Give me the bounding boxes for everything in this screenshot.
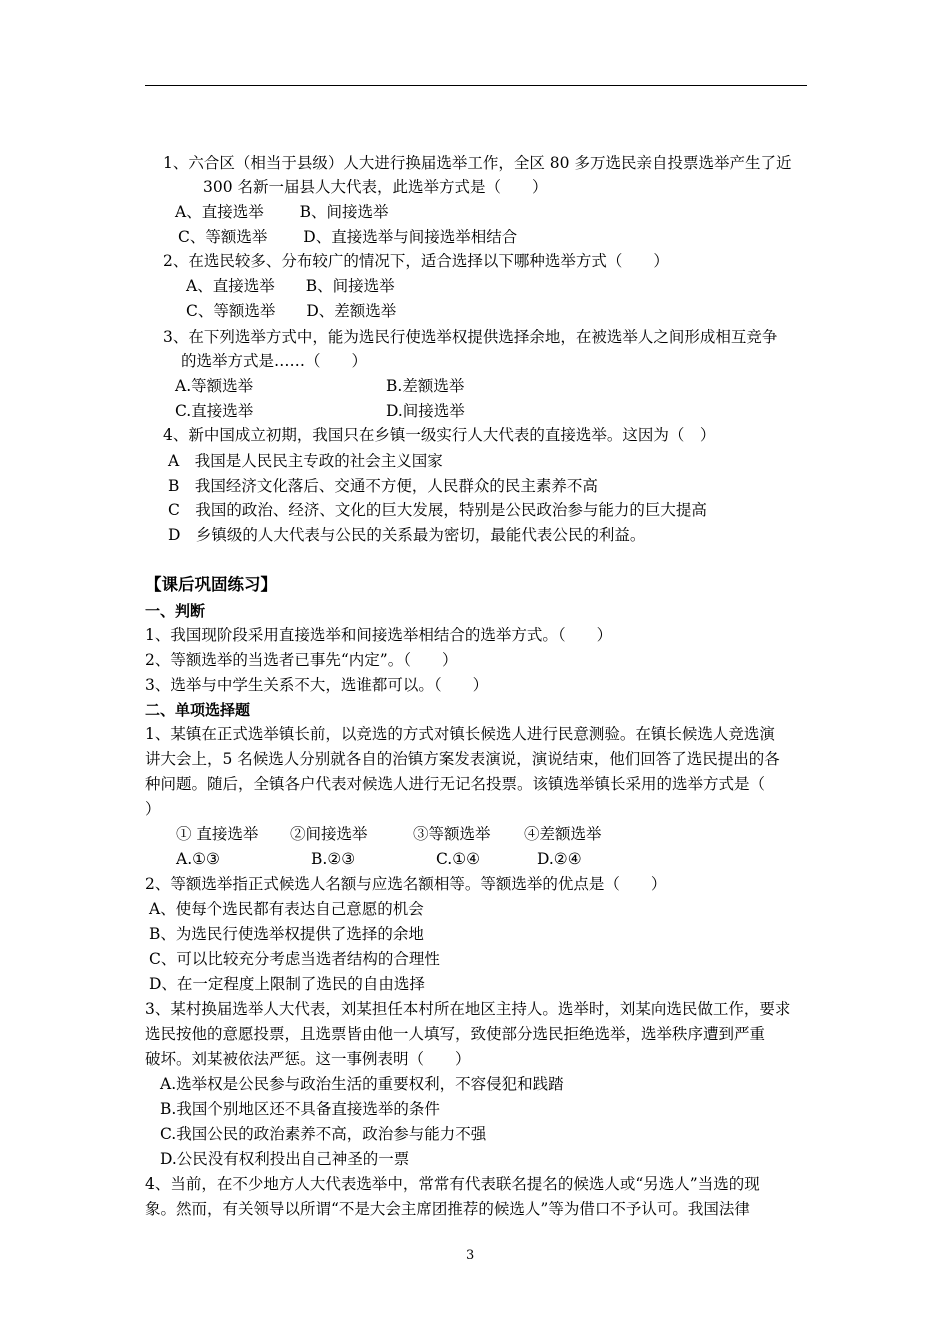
q1-options-ab: A、直接选举 B、间接选举 — [175, 203, 389, 221]
q4-line1: 4、新中国成立初期，我国只在乡镇一级实行人大代表的直接选举。这因为（ ） — [163, 426, 716, 444]
q3-option-c: C.直接选举 — [175, 402, 254, 420]
sc-q2-line1: 2、等额选举指正式候选人名额与应选名额相等。等额选举的优点是（ ） — [145, 875, 667, 893]
q1-options-cd: C、等额选举 D、直接选举与间接选举相结合 — [178, 228, 518, 246]
sc-q3-line2: 选民按他的意愿投票，且选票皆由他一人填写，致使部分选民拒绝选举，选举秩序遭到严重 — [145, 1025, 766, 1043]
practice-heading: 【课后巩固练习】 — [145, 575, 277, 594]
sc-q1-line2: 讲大会上，5 名候选人分别就各自的治镇方案发表演说，演说结束，他们回答了选民提出的各 — [145, 750, 780, 768]
sc-q3-option-c: C.我国公民的政治素养不高，政治参与能力不强 — [160, 1125, 487, 1143]
sc-q1-line4: ） — [145, 800, 161, 818]
q4-option-a: A 我国是人民民主专政的社会主义国家 — [168, 452, 443, 470]
sc-q1-item-2: ②间接选举 — [290, 825, 368, 843]
q2-options-cd: C、等额选举 D、差额选举 — [186, 302, 397, 320]
judge-item-2: 2、等额选举的当选者已事先“内定”。（ ） — [145, 651, 458, 669]
q3-option-a: A.等额选举 — [175, 377, 254, 395]
sc-q1-line3: 种问题。随后，全镇各户代表对候选人进行无记名投票。该镇选举镇长采用的选举方式是（ — [145, 775, 766, 793]
sc-q3-line1: 3、某村换届选举人大代表，刘某担任本村所在地区主持人。选举时，刘某向选民做工作，要求 — [145, 1000, 791, 1018]
sc-q2-option-c: C、可以比较充分考虑当选者结构的合理性 — [149, 950, 440, 968]
page-number: 3 — [466, 1248, 475, 1263]
q1-line1: 1、六合区（相当于县级）人大进行换届选举工作，全区 80 多万选民亲自投票选举产生了近 — [163, 154, 792, 172]
q3-line1: 3、在下列选举方式中，能为选民行使选举权提供选择余地，在被选举人之间形成相互竞争 — [163, 328, 778, 346]
q3-line2: 的选举方式是……（ ） — [181, 352, 368, 370]
q1-line2: 300 名新一届县人大代表，此选举方式是（ ） — [203, 178, 548, 196]
sc-q1-item-3: ③等额选举 — [413, 825, 491, 843]
sc-q1-option-c: C.①④ — [436, 850, 481, 868]
judge-item-1: 1、我国现阶段采用直接选举和间接选举相结合的选举方式。（ ） — [145, 626, 613, 644]
sc-q1-item-1: ① 直接选举 — [176, 825, 259, 843]
sc-q1-line1: 1、某镇在正式选举镇长前，以竞选的方式对镇长候选人进行民意测验。在镇长候选人竞选演 — [145, 725, 775, 743]
sc-q1-item-4: ④差额选举 — [524, 825, 602, 843]
sc-q4-line1: 4、当前，在不少地方人大代表选举中，常常有代表联名提名的候选人或“另选人”当选的现 — [145, 1175, 760, 1193]
q3-option-d: D.间接选举 — [386, 402, 465, 420]
sc-q1-option-b: B.②③ — [311, 850, 356, 868]
judge-heading: 一、判断 — [145, 602, 206, 620]
q4-option-d: D 乡镇级的人大代表与公民的关系最为密切，最能代表公民的利益。 — [168, 526, 646, 544]
sc-q3-line3: 破坏。刘某被依法严惩。这一事例表明（ ） — [145, 1050, 471, 1068]
q4-option-c: C 我国的政治、经济、文化的巨大发展，特别是公民政治参与能力的巨大提高 — [168, 501, 707, 519]
sc-q1-option-d: D.②④ — [537, 850, 582, 868]
header-rule — [145, 85, 807, 86]
q3-option-b: B.差额选举 — [386, 377, 465, 395]
sc-q3-option-a: A.选举权是公民参与政治生活的重要权利，不容侵犯和践踏 — [160, 1075, 564, 1093]
sc-q3-option-d: D.公民没有权利投出自己神圣的一票 — [160, 1150, 410, 1168]
judge-item-3: 3、选举与中学生关系不大，选谁都可以。（ ） — [145, 676, 489, 694]
sc-q4-line2: 象。然而，有关领导以所谓“不是大会主席团推荐的候选人”等为借口不予认可。我国法律 — [145, 1200, 750, 1218]
sc-q1-option-a: A.①③ — [176, 850, 220, 868]
q4-option-b: B 我国经济文化落后、交通不方便，人民群众的民主素养不高 — [168, 477, 598, 495]
single-choice-heading: 二、单项选择题 — [145, 701, 251, 719]
sc-q3-option-b: B.我国个别地区还不具备直接选举的条件 — [160, 1100, 440, 1118]
q2-line1: 2、在选民较多、分布较广的情况下，适合选择以下哪种选举方式（ ） — [163, 252, 669, 270]
sc-q2-option-d: D、在一定程度上限制了选民的自由选择 — [149, 975, 425, 993]
sc-q2-option-a: A、使每个选民都有表达自己意愿的机会 — [149, 900, 424, 918]
sc-q2-option-b: B、为选民行使选举权提供了选择的余地 — [149, 925, 424, 943]
q2-options-ab: A、直接选举 B、间接选举 — [186, 277, 395, 295]
